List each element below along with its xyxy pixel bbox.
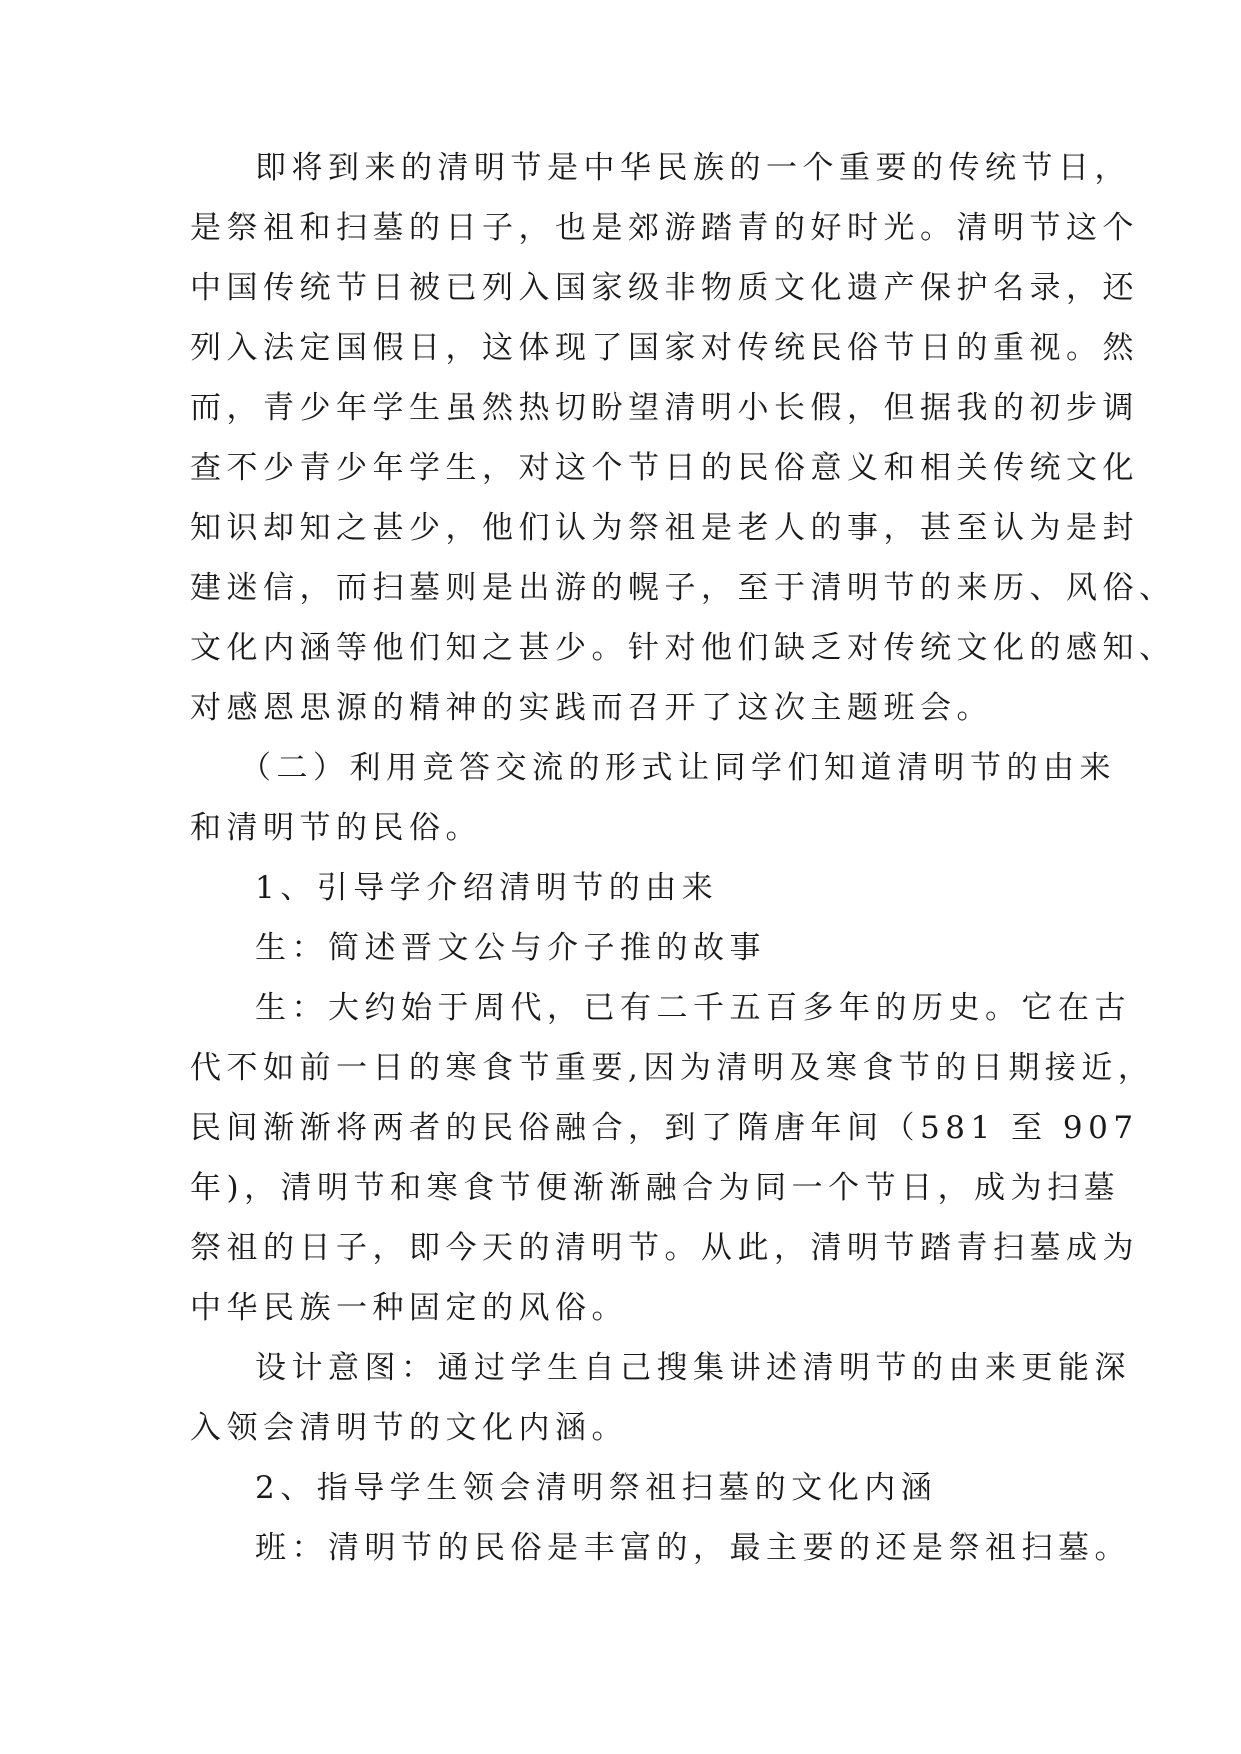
text-line: 查不少青少年学生，对这个节日的民俗意义和相关传统文化 [190, 450, 1139, 486]
text-line: 即将到来的清明节是中华民族的一个重要的传统节日， [255, 150, 1131, 186]
list-item: 2、指导学生领会清明祭祖扫墓的文化内涵 [255, 1470, 938, 1506]
text-line: 中国传统节日被已列入国家级非物质文化遗产保护名录，还 [190, 270, 1139, 306]
text-line: 班：清明节的民俗是丰富的，最主要的还是祭祖扫墓。 [255, 1530, 1131, 1566]
text-line: 文化内涵等他们知之甚少。针对他们缺乏对传统文化的感知、 [190, 630, 1176, 666]
text-line: 祭祖的日子，即今天的清明节。从此，清明节踏青扫墓成为 [190, 1230, 1139, 1266]
text-line: 代不如前一日的寒食节重要,因为清明及寒食节的日期接近， [190, 1050, 1155, 1086]
text-line: 民间渐渐将两者的民俗融合，到了隋唐年间（581 至 907 [190, 1110, 1139, 1146]
text-line: 和清明节的民俗。 [190, 810, 482, 846]
text-line: 生：简述晋文公与介子推的故事 [255, 930, 766, 966]
text-line: 对感恩思源的精神的实践而召开了这次主题班会。 [190, 690, 993, 726]
text-line: 年)，清明节和寒食节便渐渐融合为同一个节日，成为扫墓 [190, 1170, 1121, 1206]
section-heading: （二）利用竞答交流的形式让同学们知道清明节的由来 [240, 750, 1116, 786]
text-line: 而，青少年学生虽然热切盼望清明小长假，但据我的初步调 [190, 390, 1139, 426]
text-line: 入领会清明节的文化内涵。 [190, 1410, 628, 1446]
text-line: 设计意图：通过学生自己搜集讲述清明节的由来更能深 [255, 1350, 1131, 1386]
list-item: 1、引导学介绍清明节的由来 [255, 870, 719, 906]
text-line: 是祭祖和扫墓的日子，也是郊游踏青的好时光。清明节这个 [190, 210, 1139, 246]
text-line: 列入法定国假日，这体现了国家对传统民俗节日的重视。然 [190, 330, 1139, 366]
text-line: 建迷信，而扫墓则是出游的幌子，至于清明节的来历、风俗、 [190, 570, 1176, 606]
text-line: 生：大约始于周代，已有二千五百多年的历史。它在古 [255, 990, 1131, 1026]
text-line: 中华民族一种固定的风俗。 [190, 1290, 628, 1326]
text-line: 知识却知之甚少，他们认为祭祖是老人的事，甚至认为是封 [190, 510, 1139, 546]
